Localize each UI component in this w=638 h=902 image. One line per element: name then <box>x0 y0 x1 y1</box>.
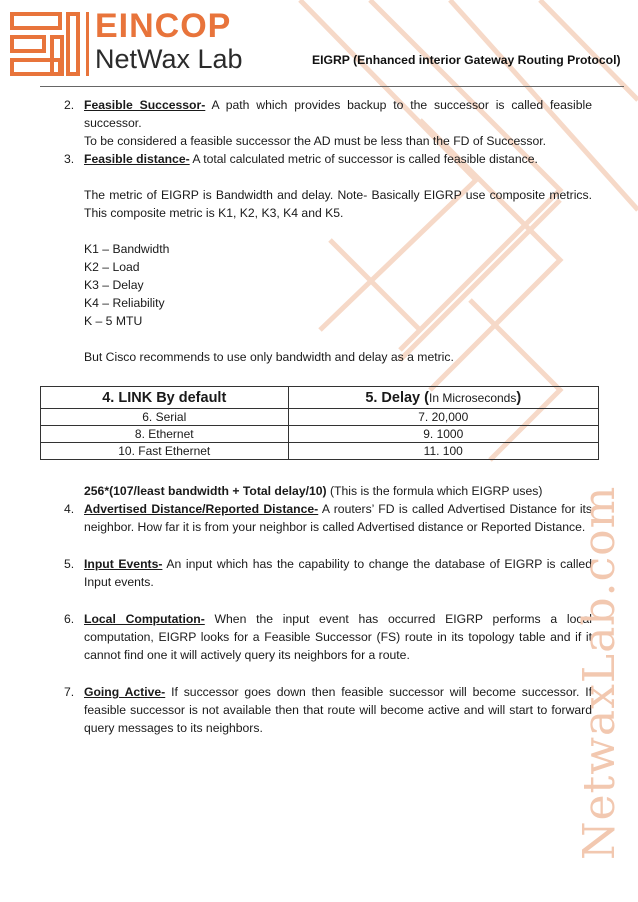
item-number: 4. <box>64 502 75 516</box>
item-number: 5. <box>64 557 75 571</box>
definition-text: An input which has the capability to change the database of EIGRP is called Input events. <box>84 557 592 589</box>
table-cell-link: 8. Ethernet <box>41 426 289 443</box>
term-feasible-distance: Feasible distance- <box>84 152 190 166</box>
item-number: 6. <box>64 612 75 626</box>
list-item: K4 – Reliability <box>84 296 165 310</box>
table-cell-delay: 11. 100 <box>288 443 598 460</box>
list-item-feasible-successor <box>64 96 592 150</box>
term-input-events: Input Events- <box>84 557 163 571</box>
metric-list <box>84 240 284 330</box>
list-item-going-active <box>64 683 592 737</box>
term-advertised-distance: Advertised Distance/Reported Distance- <box>84 502 319 516</box>
term-feasible-successor: Feasible Successor- <box>84 98 206 112</box>
metric-paragraph: The metric of EIGRP is Bandwidth and delay. Note- Basically EIGRP use composite metrics. This composite metric is K1, K2, K3, K4 and K5. <box>84 188 592 220</box>
table-row <box>41 409 599 426</box>
table-cell-link: 6. Serial <box>41 409 289 426</box>
document-title: EIGRP (Enhanced interior Gateway Routing Protocol) <box>312 53 621 67</box>
definition-text: A total calculated metric of successor is called feasible distance. <box>189 152 538 166</box>
item-number: 2. <box>64 98 75 112</box>
cisco-note: But Cisco recommends to use only bandwidth and delay as a metric. <box>84 350 454 364</box>
item-number: 3. <box>64 152 75 166</box>
definition-text: When the input event has occurred EIGRP performs a local computation, EIGRP looks for a Feasible Successor (FS) route in its topology table and if it cannot find one it will actively query its neighbors for a route. <box>84 612 592 662</box>
definition-text: A routers’ FD is called Advertised Distance for its neighbor. How far it is from your neighbor is called Advertised distance or Reported Distance. <box>84 502 593 534</box>
eincop-logo-icon <box>10 12 80 76</box>
list-item: K – 5 MTU <box>84 314 143 328</box>
list-item: K3 – Delay <box>84 278 144 292</box>
definition-text: If successor goes down then feasible successor will become successor. If feasible successor is not available then that route will become active and will start to forward query messages to its neighbors. <box>84 685 592 735</box>
table-cell-link: 10. Fast Ethernet <box>41 443 289 460</box>
table-row <box>41 426 599 443</box>
item-number: 7. <box>64 685 75 699</box>
list-item-input-events <box>64 555 592 591</box>
formula-note: (This is the formula which EIGRP uses) <box>326 484 543 498</box>
table-cell-delay: 7. 20,000 <box>288 409 598 426</box>
list-item-advertised-distance <box>64 500 592 536</box>
formula-text: 256*(107/least bandwidth + Total delay/10) <box>84 484 327 498</box>
definition-text-2: To be considered a feasible successor the AD must be less than the FD of Successor. <box>84 134 547 148</box>
watermark-text: NetwaxLab.com <box>574 485 625 860</box>
brand-name-bottom: NetWax Lab <box>95 44 243 74</box>
link-delay-table <box>40 386 599 460</box>
definition-text: A path which provides backup to the successor is called feasible successor. <box>84 98 592 130</box>
table-row <box>41 443 599 460</box>
brand-name-top: EINCOP <box>95 7 232 45</box>
list-item: K2 – Load <box>84 260 140 274</box>
list-item-local-computation <box>64 610 592 664</box>
term-going-active: Going Active- <box>84 685 166 699</box>
brand-separator <box>86 12 89 76</box>
list-item: K1 – Bandwidth <box>84 242 170 256</box>
list-item-feasible-distance <box>64 150 592 168</box>
column-header-link: 4. LINK By default <box>41 387 289 409</box>
formula-line <box>84 482 592 500</box>
term-local-computation: Local Computation- <box>84 612 205 626</box>
table-cell-delay: 9. 1000 <box>288 426 598 443</box>
table-header-row <box>41 387 599 409</box>
header-divider <box>40 86 624 87</box>
column-header-delay: 5. Delay (In Microseconds) <box>288 387 598 409</box>
page-header <box>0 0 638 88</box>
